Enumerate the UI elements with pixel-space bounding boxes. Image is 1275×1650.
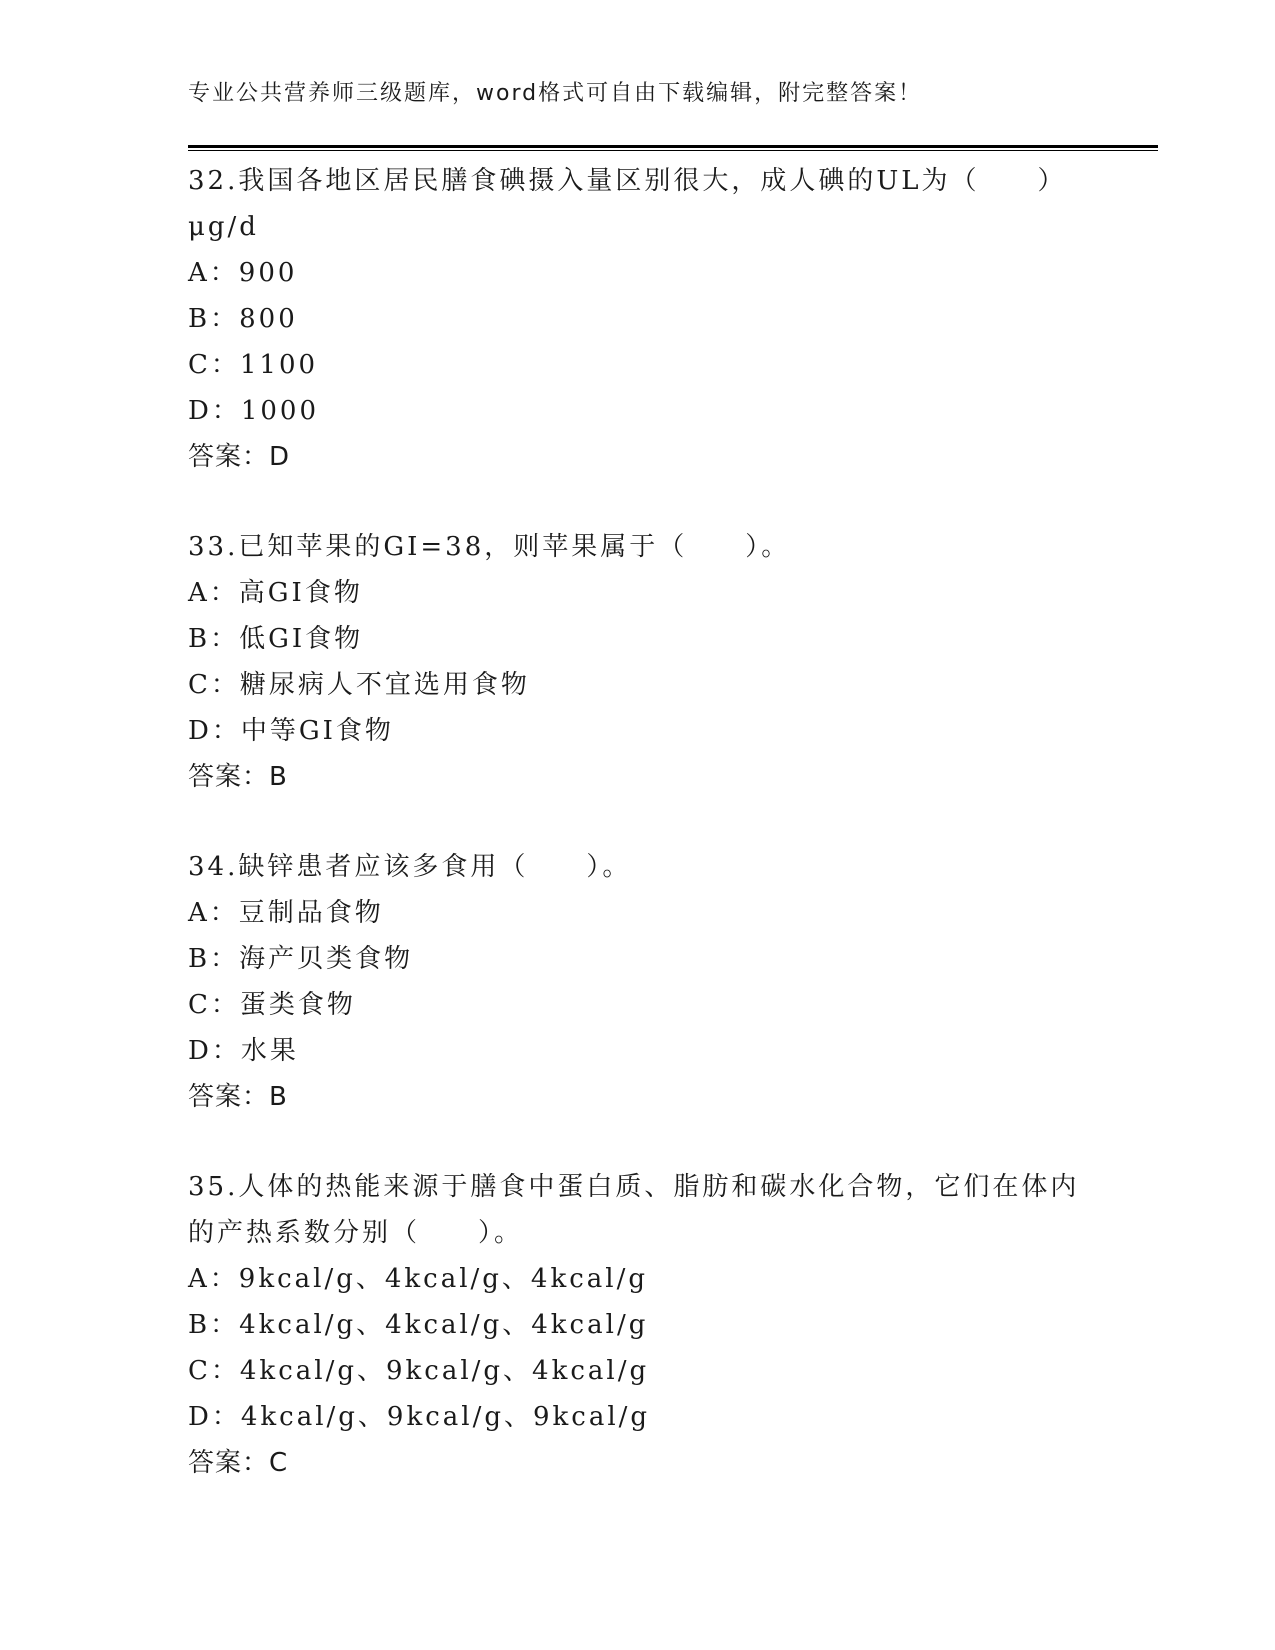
question-stem: 33.已知苹果的GI=38，则苹果属于（ ）。 xyxy=(188,532,791,562)
option-c: C：4kcal/g、9kcal/g、4kcal/g xyxy=(188,1356,650,1386)
question-35 xyxy=(188,1164,1148,1486)
question-stem: 35.人体的热能来源于膳食中蛋白质、脂肪和碳水化合物，它们在体内 xyxy=(188,1172,1080,1202)
option-a: A：高GI食物 xyxy=(188,578,363,608)
option-d: D：1000 xyxy=(188,396,320,426)
option-a: A：豆制品食物 xyxy=(188,898,384,928)
option-d: D：水果 xyxy=(188,1036,299,1066)
answer: 答案：C xyxy=(188,1448,289,1478)
question-stem: 32.我国各地区居民膳食碘摄入量区别很大，成人碘的UL为（ ） xyxy=(188,166,1067,196)
option-b: B：低GI食物 xyxy=(188,624,364,654)
option-b: B：海产贝类食物 xyxy=(188,944,414,974)
option-c: C：糖尿病人不宜选用食物 xyxy=(188,670,530,700)
question-stem: 34.缺锌患者应该多食用（ ）。 xyxy=(188,852,632,882)
option-c: C：蛋类食物 xyxy=(188,990,356,1020)
question-stem: μg/d xyxy=(188,212,259,242)
answer: 答案：D xyxy=(188,442,291,472)
question-33 xyxy=(188,524,1148,800)
option-a: A：9kcal/g、4kcal/g、4kcal/g xyxy=(188,1264,649,1294)
option-b: B：4kcal/g、4kcal/g、4kcal/g xyxy=(188,1310,649,1340)
question-32 xyxy=(188,158,1148,480)
header-rule-thick xyxy=(188,145,1158,148)
question-list xyxy=(188,158,1148,1530)
answer: 答案：B xyxy=(188,762,288,792)
option-c: C：1100 xyxy=(188,350,319,380)
option-d: D：4kcal/g、9kcal/g、9kcal/g xyxy=(188,1402,651,1432)
option-a: A：900 xyxy=(188,258,298,288)
page-header: 专业公共营养师三级题库，word格式可自由下载编辑，附完整答案！ xyxy=(188,81,923,106)
answer: 答案：B xyxy=(188,1082,288,1112)
question-stem: 的产热系数分别（ ）。 xyxy=(188,1218,524,1248)
header-rule-thin xyxy=(188,150,1158,151)
option-b: B：800 xyxy=(188,304,298,334)
question-34 xyxy=(188,844,1148,1120)
option-d: D：中等GI食物 xyxy=(188,716,394,746)
